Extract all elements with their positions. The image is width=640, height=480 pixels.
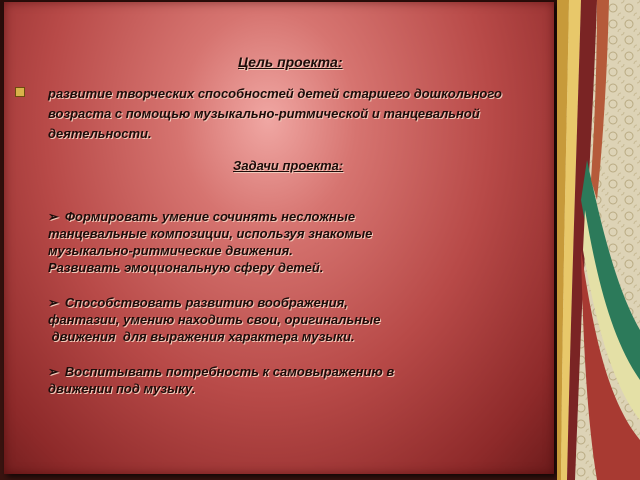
task-item <box>48 294 488 345</box>
goal-title: Цель проекта: <box>238 54 343 70</box>
task-item <box>48 363 488 397</box>
task-line: Формировать умение сочинять несложные <box>64 209 356 224</box>
task-line: Воспитывать потребность к самовыражению в <box>64 364 395 379</box>
task-line: движении под музыку. <box>48 381 196 396</box>
arrow-bullet-icon: ➢ <box>48 209 59 224</box>
task-line: движения для выражения характера музыки. <box>48 329 355 344</box>
arrow-bullet-icon: ➢ <box>48 364 59 379</box>
decorative-pattern <box>557 0 640 480</box>
goal-text: развитие творческих способностей детей старшего дошкольного возраста с помощью музыкально-ритмической и танцевальной деятельности. <box>48 86 502 141</box>
task-line: танцевальные композиции, используя знакомые <box>48 226 373 241</box>
bullet-icon <box>15 87 25 97</box>
arrow-bullet-icon: ➢ <box>48 295 59 310</box>
task-item <box>48 208 488 276</box>
decorative-side-panel <box>557 0 640 480</box>
task-line: музыкально-ритмические движения. <box>48 243 293 258</box>
tasks-title: Задачи проекта: <box>233 158 344 173</box>
task-line: Способствовать развитию воображения, <box>64 295 348 310</box>
task-line: Развивать эмоциональную сферу детей. <box>48 260 324 275</box>
task-line: фантазии, умению находить свои, оригинальные <box>48 312 381 327</box>
